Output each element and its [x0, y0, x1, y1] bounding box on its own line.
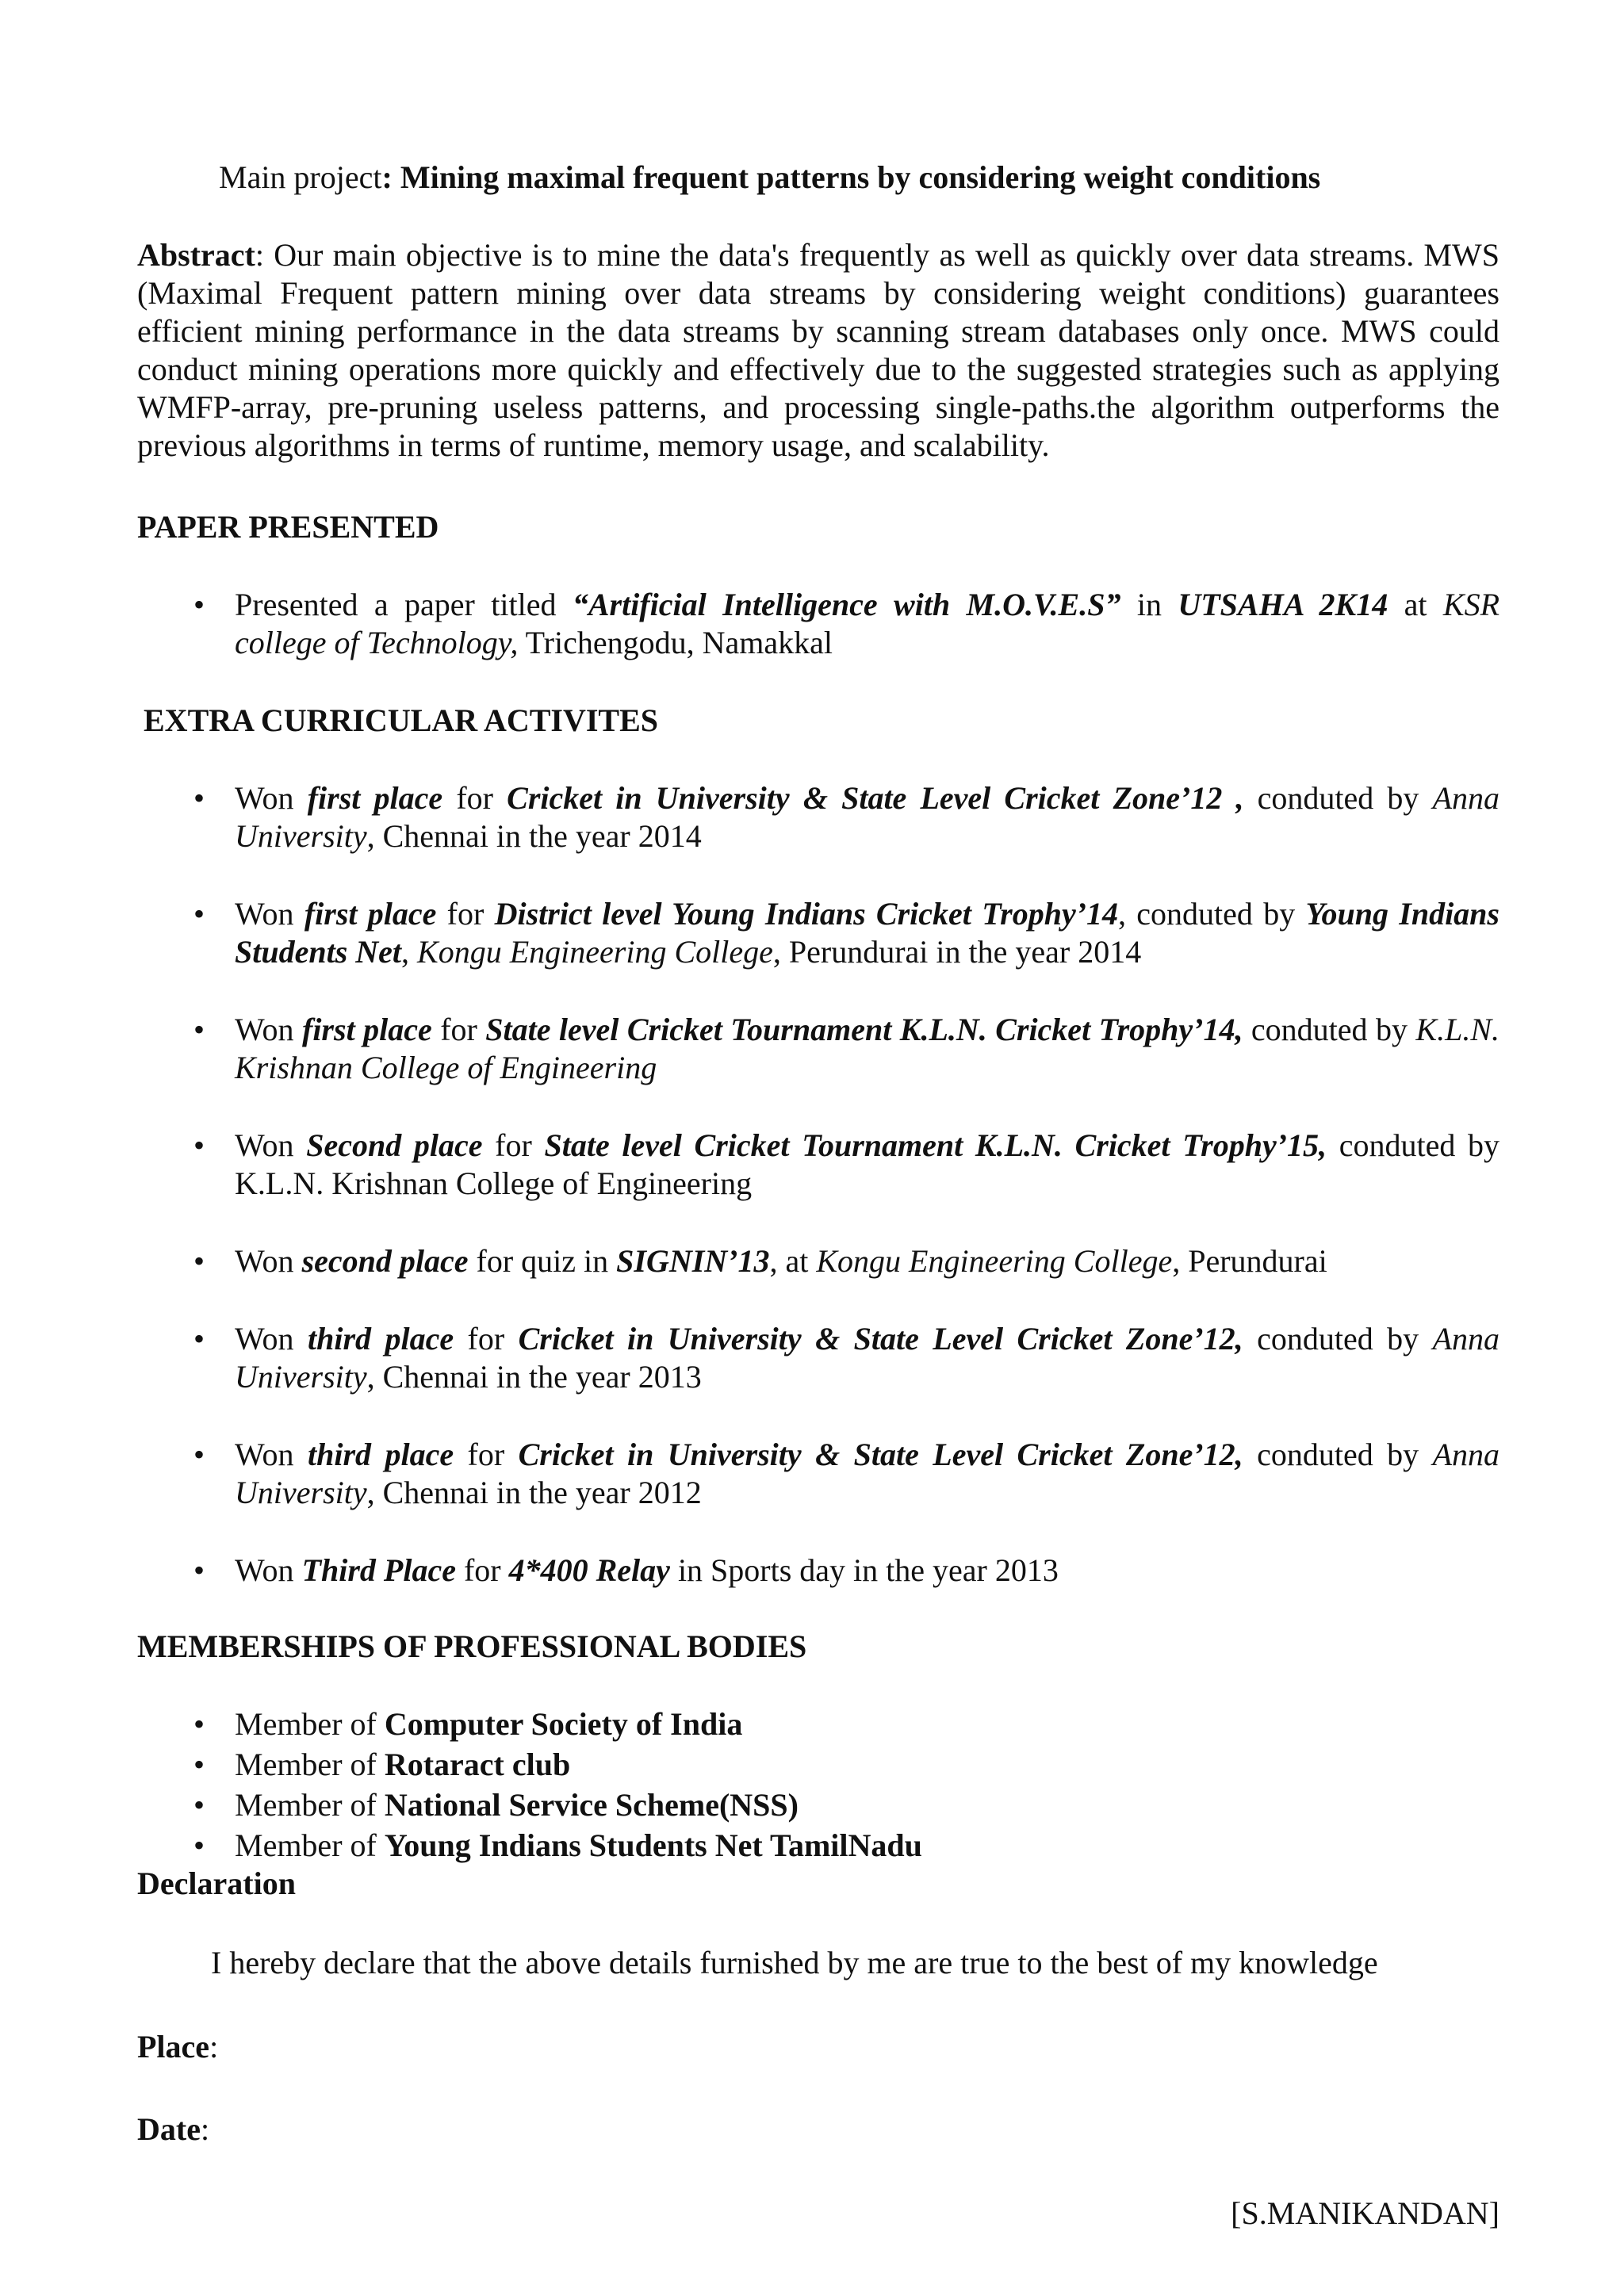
declaration-text: I hereby declare that the above details furnished by me are true to the best of my knowledge [211, 1945, 1378, 1980]
extra-curricular-heading: EXTRA CURRICULAR ACTIVITES [144, 702, 659, 738]
activity-item: • Won first place for Cricket in University & State Level Cricket Zone’12 , conduted by Anna University, Chennai in the year 2014 [137, 779, 1500, 855]
main-project-title: : Mining maximal frequent patterns by considering weight conditions [381, 159, 1321, 195]
extra-curricular-list [137, 779, 1500, 1590]
paper-college: KSR college of Technology, [235, 587, 1500, 660]
membership-name: Young Indians Students Net TamilNadu [384, 1827, 922, 1863]
bullet-icon: • [193, 1243, 205, 1279]
date-field [137, 2110, 1500, 2149]
paper-item [137, 586, 1500, 662]
activity-item: • Won first place for State level Cricket Tournament K.L.N. Cricket Trophy’14, conduted by K.L.N. Krishnan College of Engineering [137, 1011, 1500, 1087]
main-project-line [219, 159, 1500, 197]
bullet-icon: • [193, 1827, 205, 1863]
abstract-label: Abstract [137, 237, 255, 273]
activity-item: • Won Second place for State level Cricket Tournament K.L.N. Cricket Trophy’15, conduted by K.L.N. Krishnan College of Engineering [137, 1127, 1500, 1203]
place-colon: : [209, 2029, 219, 2064]
paper-title: “Artificial Intelligence with M.O.V.E.S” [572, 587, 1121, 622]
paper-location: Trichengodu, Namakkal [518, 625, 833, 660]
activity-item: • Won first place for District level Young Indians Cricket Trophy’14, conduted by Young Indians Students Net, Kongu Engineering College, Perundurai in the year 2014 [137, 895, 1500, 971]
activity-item: • Won second place for quiz in SIGNIN’13, at Kongu Engineering College, Perundurai [137, 1242, 1500, 1280]
abstract-paragraph [137, 236, 1500, 465]
bullet-icon: • [193, 1706, 205, 1742]
activity-item: • Won Third Place for 4*400 Relay in Sports day in the year 2013 [137, 1552, 1500, 1590]
activity-item: • Won third place for Cricket in University & State Level Cricket Zone’12, conduted by Anna University, Chennai in the year 2012 [137, 1436, 1500, 1512]
bullet-icon: • [193, 1127, 205, 1163]
main-project-label: Main project [219, 159, 382, 195]
paper-list [137, 586, 1500, 662]
bullet-icon: • [193, 1787, 205, 1823]
membership-item: • Member of Rotaract club [137, 1746, 1500, 1784]
bullet-icon: • [193, 780, 205, 816]
membership-item: • Member of Computer Society of India [137, 1705, 1500, 1743]
memberships-heading: MEMBERSHIPS OF PROFESSIONAL BODIES [137, 1628, 807, 1664]
paper-presented-heading: PAPER PRESENTED [137, 509, 439, 545]
membership-item: • Member of National Service Scheme(NSS) [137, 1786, 1500, 1824]
date-label: Date [137, 2111, 201, 2147]
paper-text: Presented a paper titled [235, 587, 573, 622]
bullet-icon: • [193, 1012, 205, 1047]
bullet-icon: • [193, 1552, 205, 1588]
bullet-icon: • [193, 1747, 205, 1782]
membership-name: National Service Scheme(NSS) [384, 1787, 799, 1823]
membership-item: • Member of Young Indians Students Net TamilNadu [137, 1827, 1500, 1865]
bullet-icon: • [193, 1437, 205, 1472]
date-colon: : [200, 2111, 210, 2147]
membership-name: Computer Society of India [384, 1706, 743, 1742]
memberships-list [137, 1705, 1500, 1865]
resume-page [137, 159, 1500, 2233]
paper-text: in [1120, 587, 1178, 622]
bullet-icon: • [193, 587, 205, 622]
abstract-text: : Our main objective is to mine the data's frequently as well as quickly over data streams. MWS (Maximal Frequent pattern mining over data streams by considering weight conditions) guarantees efficient mining performance in the data streams by scanning stream databases only once. MWS could conduct mining operations more quickly and effectively due to the suggested strategies such as applying WMFP-array, pre-pruning useless patterns, and processing single-paths.the algorithm outperforms the previous algorithms in terms of runtime, memory usage, and scalability. [137, 237, 1500, 463]
paper-text: at [1388, 587, 1443, 622]
paper-event: UTSAHA 2K14 [1178, 587, 1388, 622]
activity-item: • Won third place for Cricket in University & State Level Cricket Zone’12, conduted by Anna University, Chennai in the year 2013 [137, 1320, 1500, 1396]
place-label: Place [137, 2029, 210, 2064]
place-field [137, 2028, 1500, 2066]
bullet-icon: • [193, 1321, 205, 1357]
membership-name: Rotaract club [384, 1747, 571, 1782]
bullet-icon: • [193, 896, 205, 932]
signature-name: [S.MANIKANDAN] [1231, 2195, 1500, 2231]
declaration-heading: Declaration [137, 1866, 296, 1901]
